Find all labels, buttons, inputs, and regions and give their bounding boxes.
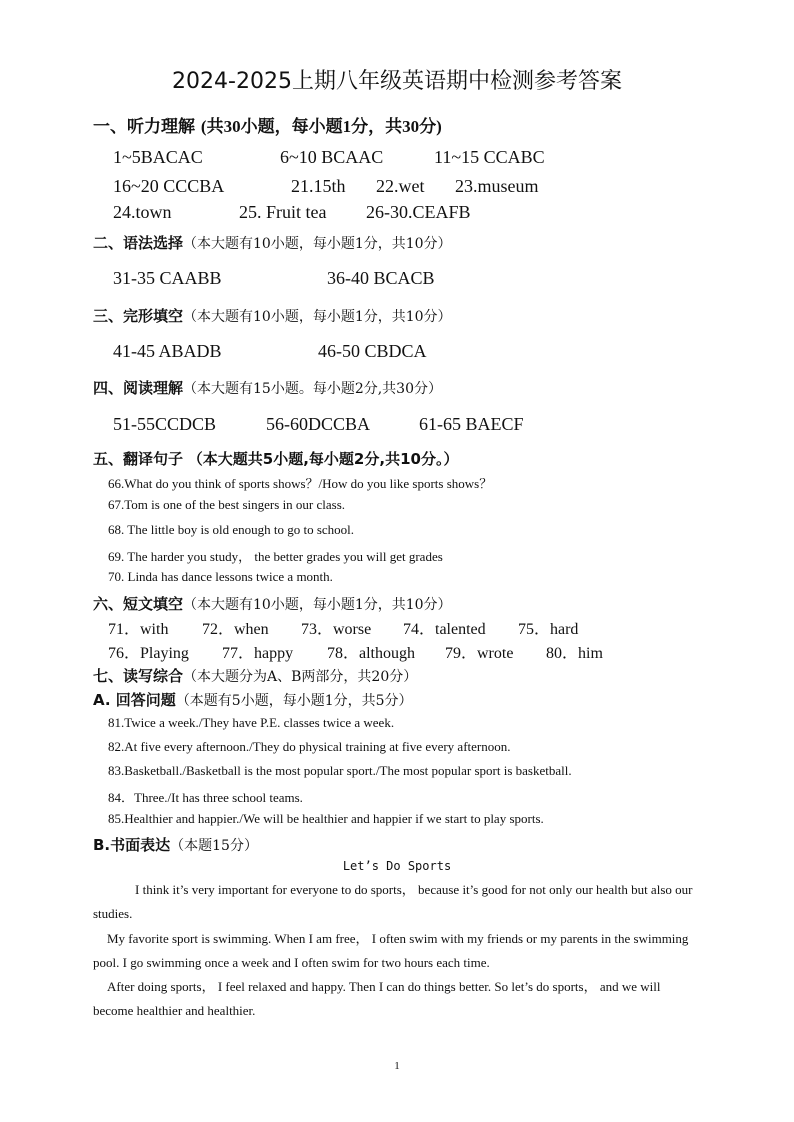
section-7-heading	[93, 665, 417, 686]
s6-answer: 71．with	[108, 621, 169, 638]
section-4-heading	[93, 377, 442, 398]
section-6-scoring: （本大题有10小题，每小题1分，共10分）	[183, 597, 452, 613]
s1-answer: 6~10 BCAAC	[280, 147, 384, 167]
section-5-label: 五、翻译句子	[93, 450, 184, 468]
answer-item: 83.Basketball./Basketball is the most popular sport./The most popular sport is basketball.	[108, 763, 572, 778]
section-7-label: 七、读写综合	[93, 667, 184, 685]
s1-answer: 16~20 CCCBA	[113, 176, 225, 196]
translation-item: 67.Tom is one of the best singers in our class.	[108, 497, 346, 512]
s4-answer: 56-60DCCBA	[266, 414, 371, 434]
page-number: 1	[394, 1060, 400, 1072]
section-2-heading	[93, 232, 452, 253]
section-7b-label: B.书面表达	[93, 836, 171, 854]
s1-answer: 23.museum	[455, 176, 539, 196]
section-1-label: 一、听力理解	[93, 117, 195, 137]
essay-paragraph: After doing sports， I feel relaxed and happy. Then I can do things better. So let’s do sports， and we will become healthier and healthier.	[93, 979, 661, 1018]
answer-item: 82.At five every afternoon./They do physical training at five every afternoon.	[108, 739, 511, 754]
translation-item: 68. The little boy is old enough to go to school.	[108, 522, 355, 537]
answer-item: 84．Three./It has three school teams.	[108, 790, 303, 805]
s6-answer: 76．Playing	[108, 645, 189, 662]
translation-item: 70. Linda has dance lessons twice a month.	[108, 569, 333, 584]
section-7-scoring: （本大题分为A、B两部分，共20分）	[183, 669, 418, 685]
answer-item: 85.Healthier and happier./We will be healthier and happier if we start to play sports.	[108, 811, 544, 826]
s6-answer: 74．talented	[403, 621, 486, 638]
section-3-label: 三、完形填空	[93, 307, 184, 325]
s2-answer: 31-35 CAABB	[113, 268, 222, 288]
s1-answer: 1~5BACAC	[113, 147, 203, 167]
section-5-scoring: （本大题共5小题,每小题2分,共10分。）	[187, 450, 459, 468]
section-2-scoring: （本大题有10小题，每小题1分，共10分）	[183, 236, 452, 252]
translation-item: 66.What do you think of sports shows？/How do you like sports shows？	[108, 476, 493, 491]
s6-answer: 79．wrote	[445, 645, 514, 662]
page-title: 2024-2025上期八年级英语期中检测参考答案	[172, 69, 622, 94]
s6-answer: 78．although	[327, 645, 415, 662]
s6-answer: 80．him	[546, 645, 603, 662]
section-7a-scoring: （本题有5小题，每小题1分，共5分）	[175, 693, 413, 709]
section-3-heading	[93, 305, 452, 326]
section-7a-label: A. 回答问题	[93, 691, 176, 709]
s6-answer: 73．worse	[301, 621, 372, 638]
section-3-scoring: （本大题有10小题，每小题1分，共10分）	[183, 309, 452, 325]
essay-paragraph: I think it’s very important for everyone to do sports， because it’s good for not only our health but also our studies.	[93, 882, 693, 921]
s6-answer: 72．when	[202, 621, 269, 638]
section-1-heading	[93, 112, 442, 137]
s1-answer: 21.15th	[291, 176, 346, 196]
s1-answer: 22.wet	[376, 176, 425, 196]
section-5-heading	[93, 448, 458, 469]
s4-answer: 61-65 BAECF	[419, 414, 524, 434]
s2-answer: 36-40 BCACB	[327, 268, 435, 288]
s1-answer: 26-30.CEAFB	[366, 202, 471, 222]
essay-title: Let’s Do Sports	[342, 859, 452, 873]
section-6-heading	[93, 593, 452, 614]
section-7a-heading	[93, 689, 413, 710]
section-4-scoring: （本大题有15小题。每小题2分,共30分）	[183, 381, 443, 397]
section-1-scoring: (共30小题，每小题1分，共30分)	[200, 117, 442, 136]
s6-answer: 75．hard	[518, 621, 579, 638]
section-7b-heading	[93, 834, 258, 855]
s1-answer: 24.town	[113, 202, 172, 222]
s3-answer: 41-45 ABADB	[113, 341, 222, 361]
essay-paragraph: My favorite sport is swimming. When I am free， I often swim with my friends or my parents in the swimming pool. I go swimming once a week and I often swim for two hours each time.	[93, 931, 689, 970]
s3-answer: 46-50 CBDCA	[318, 341, 427, 361]
s1-answer: 25. Fruit tea	[239, 202, 327, 222]
section-6-label: 六、短文填空	[93, 595, 184, 613]
s1-answer: 11~15 CCABC	[434, 147, 545, 167]
section-4-label: 四、阅读理解	[93, 379, 184, 397]
section-2-label: 二、语法选择	[93, 234, 184, 252]
s4-answer: 51-55CCDCB	[113, 414, 217, 434]
section-7b-scoring: （本题15分）	[170, 838, 258, 854]
answer-item: 81.Twice a week./They have P.E. classes twice a week.	[108, 715, 395, 730]
s6-answer: 77．happy	[222, 645, 294, 662]
translation-item: 69. The harder you study， the better grades you will get grades	[108, 549, 443, 564]
